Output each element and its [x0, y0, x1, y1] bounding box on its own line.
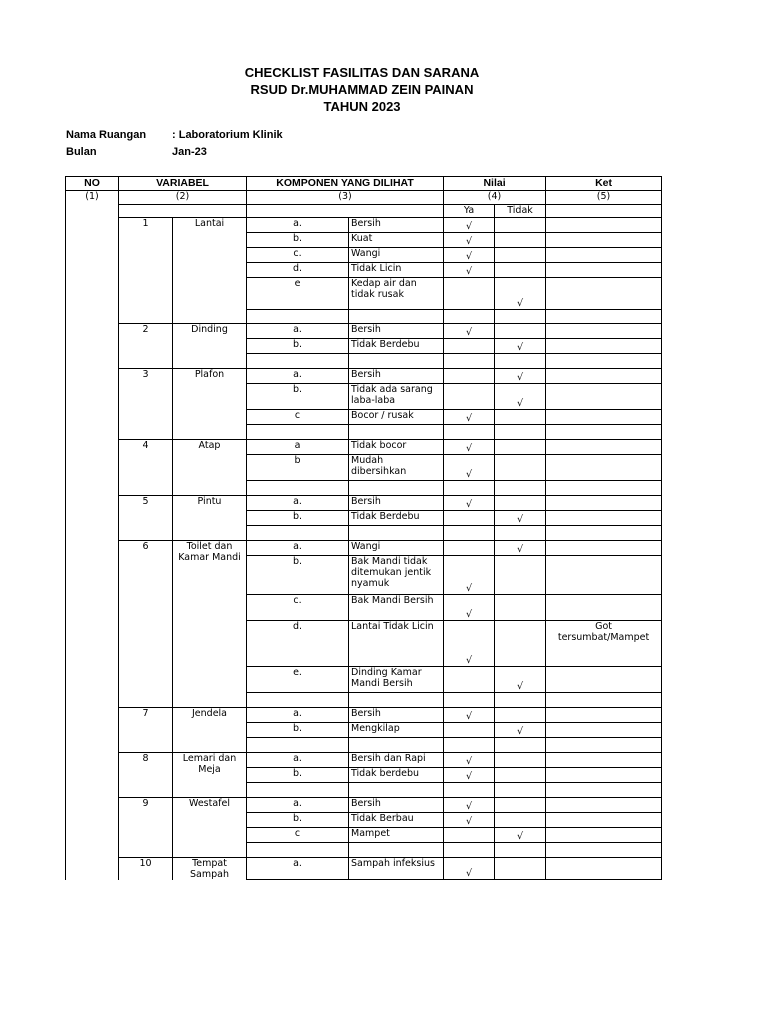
nilai-tidak-cell: √ — [495, 666, 546, 692]
nilai-ya-cell: √ — [444, 262, 495, 277]
title-line-3: TAHUN 2023 — [323, 99, 401, 114]
table-row — [66, 368, 662, 383]
component-letter: a. — [247, 857, 349, 880]
num-ket: (5) — [546, 191, 662, 205]
table-row — [66, 540, 662, 555]
component-letter: a — [247, 439, 349, 454]
component-letter: b — [247, 454, 349, 480]
variabel-name: Atap — [173, 439, 247, 495]
number-row — [66, 191, 662, 205]
nilai-tidak-cell: √ — [495, 540, 546, 555]
component-letter: b. — [247, 510, 349, 525]
sub-ya: Ya — [444, 204, 495, 217]
component-letter: a. — [247, 217, 349, 232]
component-letter: e — [247, 277, 349, 309]
table-row — [66, 495, 662, 510]
nilai-ya-cell: √ — [444, 439, 495, 454]
month-label: Bulan — [66, 146, 97, 158]
ket-cell — [546, 594, 662, 620]
nilai-tidak-cell — [495, 232, 546, 247]
ket-cell — [546, 217, 662, 232]
component-letter: b. — [247, 812, 349, 827]
row-number: 8 — [119, 752, 173, 797]
component-letter: a. — [247, 797, 349, 812]
ket-cell — [546, 812, 662, 827]
header-row — [66, 177, 662, 191]
ket-cell — [546, 409, 662, 424]
title-line-1: CHECKLIST FASILITAS DAN SARANA — [244, 65, 480, 80]
nilai-ya-cell: √ — [444, 752, 495, 767]
component-text: Lantai Tidak Licin — [349, 620, 444, 666]
ket-cell — [546, 439, 662, 454]
nilai-ya-cell: √ — [444, 232, 495, 247]
row-number: 3 — [119, 368, 173, 439]
component-text: Tidak berdebu — [349, 767, 444, 782]
nilai-tidak-cell — [495, 857, 546, 880]
nilai-ya-cell — [444, 540, 495, 555]
header-komponen: KOMPONEN YANG DILIHAT — [247, 177, 444, 191]
component-text: Sampah infeksius — [349, 857, 444, 880]
component-text: Kuat — [349, 232, 444, 247]
variabel-name: Lemari dan Meja — [173, 752, 247, 797]
nilai-tidak-cell — [495, 439, 546, 454]
ket-cell — [546, 707, 662, 722]
nilai-ya-cell: √ — [444, 620, 495, 666]
nilai-ya-cell — [444, 338, 495, 353]
room-label: Nama Ruangan — [66, 129, 147, 141]
component-letter: b. — [247, 232, 349, 247]
nilai-ya-cell: √ — [444, 594, 495, 620]
nilai-tidak-cell — [495, 454, 546, 480]
component-letter: e. — [247, 666, 349, 692]
component-text: Tidak Berbau — [349, 812, 444, 827]
ket-cell — [546, 857, 662, 880]
nilai-ya-cell: √ — [444, 247, 495, 262]
room-value: : Laboratorium Klinik — [172, 129, 283, 141]
ket-cell — [546, 495, 662, 510]
component-text: Wangi — [349, 540, 444, 555]
row-number: 2 — [119, 323, 173, 368]
table-row — [66, 439, 662, 454]
component-text: Wangi — [349, 247, 444, 262]
component-letter: b. — [247, 338, 349, 353]
table-row — [66, 323, 662, 338]
ket-cell — [546, 510, 662, 525]
component-text: Bersih dan Rapi — [349, 752, 444, 767]
ket-cell — [546, 368, 662, 383]
nilai-tidak-cell — [495, 752, 546, 767]
ket-cell — [546, 767, 662, 782]
nilai-ya-cell — [444, 277, 495, 309]
variabel-name: Dinding — [173, 323, 247, 368]
nilai-ya-cell: √ — [444, 454, 495, 480]
header-variabel: VARIABEL — [119, 177, 247, 191]
num-komponen: (3) — [247, 191, 444, 205]
component-text: Tidak ada sarang laba-laba — [349, 383, 444, 409]
header-ket: Ket — [546, 177, 662, 191]
ket-cell — [546, 262, 662, 277]
num-variabel: (2) — [119, 191, 247, 205]
ket-cell — [546, 338, 662, 353]
nilai-tidak-cell — [495, 594, 546, 620]
nilai-tidak-cell — [495, 797, 546, 812]
component-text: Mampet — [349, 827, 444, 842]
nilai-ya-cell — [444, 827, 495, 842]
component-text: Bersih — [349, 797, 444, 812]
ket-cell — [546, 797, 662, 812]
nilai-tidak-cell — [495, 217, 546, 232]
component-letter: c. — [247, 594, 349, 620]
nilai-ya-cell: √ — [444, 707, 495, 722]
component-letter: a. — [247, 540, 349, 555]
nilai-tidak-cell: √ — [495, 510, 546, 525]
nilai-ya-cell: √ — [444, 797, 495, 812]
ket-cell — [546, 666, 662, 692]
component-text: Bersih — [349, 707, 444, 722]
nilai-ya-cell — [444, 368, 495, 383]
variabel-name: Westafel — [173, 797, 247, 857]
num-no: (1) — [66, 191, 119, 205]
component-letter: d. — [247, 620, 349, 666]
variabel-name: Jendela — [173, 707, 247, 752]
nilai-ya-cell: √ — [444, 767, 495, 782]
ket-cell — [546, 383, 662, 409]
component-text: Bak Mandi Bersih — [349, 594, 444, 620]
nilai-ya-cell — [444, 666, 495, 692]
component-letter: c. — [247, 247, 349, 262]
component-text: Tidak bocor — [349, 439, 444, 454]
component-letter: b. — [247, 767, 349, 782]
nilai-tidak-cell — [495, 812, 546, 827]
row-number: 7 — [119, 707, 173, 752]
ket-cell — [546, 722, 662, 737]
header-nilai: Nilai — [444, 177, 546, 191]
table-row — [66, 752, 662, 767]
ket-cell — [546, 247, 662, 262]
component-text: Bocor / rusak — [349, 409, 444, 424]
nilai-tidak-cell: √ — [495, 827, 546, 842]
nilai-ya-cell — [444, 383, 495, 409]
row-number: 6 — [119, 540, 173, 707]
nilai-tidak-cell — [495, 555, 546, 594]
component-text: Kedap air dan tidak rusak — [349, 277, 444, 309]
component-text: Mudah dibersihkan — [349, 454, 444, 480]
component-letter: a. — [247, 368, 349, 383]
nilai-tidak-cell: √ — [495, 722, 546, 737]
checklist-body — [66, 217, 662, 880]
checklist-table — [65, 176, 662, 880]
component-text: Tidak Licin — [349, 262, 444, 277]
nilai-tidak-cell — [495, 262, 546, 277]
ket-cell — [546, 752, 662, 767]
component-text: Bak Mandi tidak ditemukan jentik nyamuk — [349, 555, 444, 594]
component-letter: a. — [247, 707, 349, 722]
row-number: 1 — [119, 217, 173, 323]
document-title-block — [0, 64, 724, 115]
component-text: Tidak Berdebu — [349, 510, 444, 525]
nilai-ya-cell: √ — [444, 323, 495, 338]
title-line-2: RSUD Dr.MUHAMMAD ZEIN PAINAN — [250, 82, 474, 97]
nilai-ya-cell: √ — [444, 857, 495, 880]
nilai-tidak-cell: √ — [495, 368, 546, 383]
component-letter: a. — [247, 323, 349, 338]
nilai-ya-cell: √ — [444, 812, 495, 827]
table-row — [66, 857, 662, 880]
row-number: 10 — [119, 857, 173, 880]
nilai-ya-cell: √ — [444, 409, 495, 424]
nilai-tidak-cell: √ — [495, 383, 546, 409]
nilai-tidak-cell — [495, 707, 546, 722]
ket-cell: Got tersumbat/Mampet — [546, 620, 662, 666]
component-letter: c — [247, 827, 349, 842]
variabel-name: Lantai — [173, 217, 247, 323]
nilai-ya-cell — [444, 722, 495, 737]
table-row — [66, 707, 662, 722]
row-number: 5 — [119, 495, 173, 540]
component-letter: b. — [247, 555, 349, 594]
nilai-tidak-cell — [495, 767, 546, 782]
nilai-tidak-cell — [495, 620, 546, 666]
component-letter: a. — [247, 495, 349, 510]
sub-tidak: Tidak — [495, 204, 546, 217]
nilai-ya-cell: √ — [444, 495, 495, 510]
ket-cell — [546, 232, 662, 247]
table-row — [66, 797, 662, 812]
component-text: Bersih — [349, 368, 444, 383]
component-letter: a. — [247, 752, 349, 767]
variabel-name: Plafon — [173, 368, 247, 439]
table-row — [66, 217, 662, 232]
variabel-name: Tempat Sampah — [173, 857, 247, 880]
row-number: 4 — [119, 439, 173, 495]
component-text: Bersih — [349, 495, 444, 510]
nilai-tidak-cell — [495, 495, 546, 510]
component-text: Dinding Kamar Mandi Bersih — [349, 666, 444, 692]
component-text: Tidak Berdebu — [349, 338, 444, 353]
nilai-ya-cell: √ — [444, 217, 495, 232]
component-letter: b. — [247, 383, 349, 409]
nilai-ya-cell: √ — [444, 555, 495, 594]
nilai-tidak-cell — [495, 323, 546, 338]
ket-cell — [546, 454, 662, 480]
ket-cell — [546, 555, 662, 594]
component-text: Bersih — [349, 217, 444, 232]
component-letter: d. — [247, 262, 349, 277]
variabel-name: Pintu — [173, 495, 247, 540]
component-text: Mengkilap — [349, 722, 444, 737]
nilai-tidak-cell — [495, 409, 546, 424]
nilai-ya-cell — [444, 510, 495, 525]
variabel-name: Toilet dan Kamar Mandi — [173, 540, 247, 707]
nilai-tidak-cell — [495, 247, 546, 262]
nilai-tidak-cell: √ — [495, 338, 546, 353]
ket-cell — [546, 277, 662, 309]
ket-cell — [546, 827, 662, 842]
header-no: NO — [66, 177, 119, 191]
row-number: 9 — [119, 797, 173, 857]
component-letter: b. — [247, 722, 349, 737]
num-nilai: (4) — [444, 191, 546, 205]
component-letter: c — [247, 409, 349, 424]
ket-cell — [546, 540, 662, 555]
ket-cell — [546, 323, 662, 338]
nilai-tidak-cell: √ — [495, 277, 546, 309]
component-text: Bersih — [349, 323, 444, 338]
sub-header-row — [66, 204, 662, 217]
month-value: Jan-23 — [172, 146, 207, 158]
